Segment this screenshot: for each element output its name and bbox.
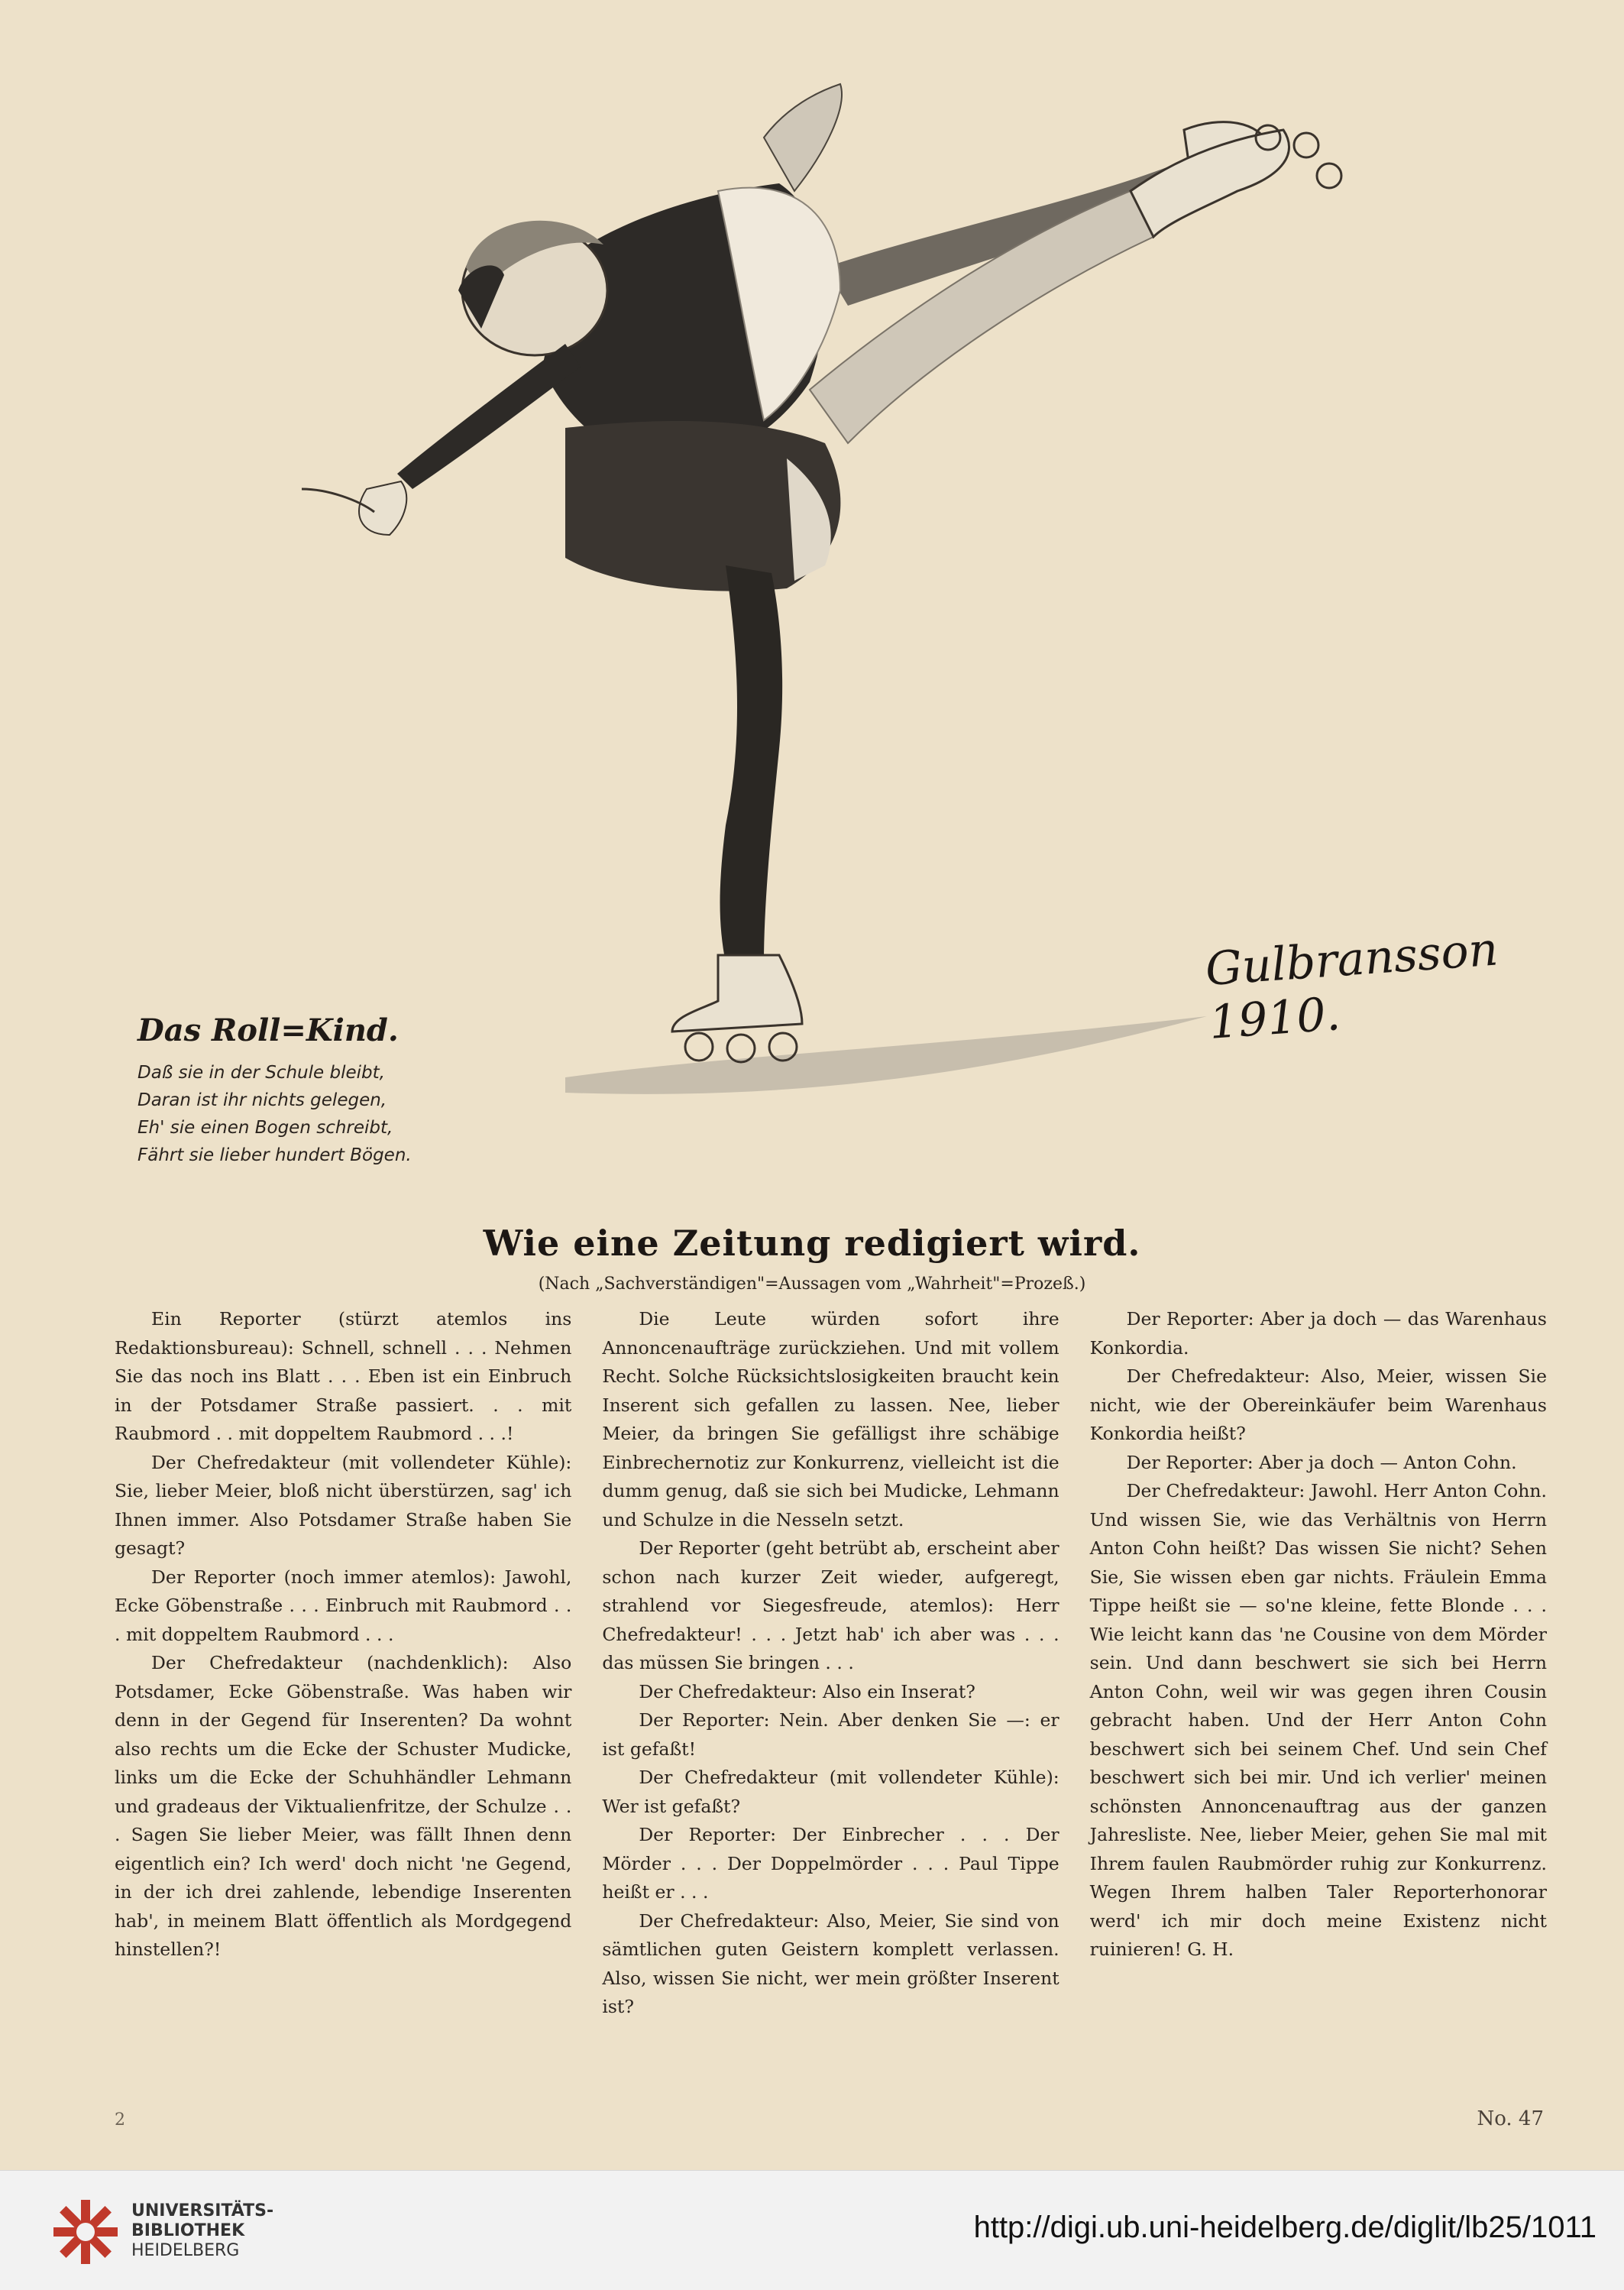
paragraph: Die Leute würden sofort ihre Annoncenaufträge zurückziehen. Und mit vollem Recht. Solche Rücksichtslosigkeiten braucht kein Inserent sich gefallen zu lassen. Nee, lieber Meier, da bringen Sie gefälligst ihre schäbige Einbrechernotiz zur Konkurrenz, vielleicht ist die dumm genug, daß sie sich bei Mudicke, Lehmann und Schulze in die Nesseln setzt. [602, 1308, 1059, 1530]
paragraph: Der Chefredakteur: Jawohl. Herr Anton Cohn. Und wissen Sie, wie das Verhältnis von Herrn Anton Cohn heißt? Das wissen Sie nicht? Sehen Sie, Sie wissen eben gar nichts. Fräulein Emma Tippe heißt sie — so'ne kleine, fette Blonde . . . Wie leicht kann das 'ne Cousine von dem Mörder sein. Und dann beschwert sie sich bei Herrn Anton Cohn, weil wir was gegen ihren Cousin gebracht haben. Und der Herr Anton Cohn beschwert sich bei seinem Chef. Und sein Chef beschwert sich bei mir. Und ich verlier' meinen schönsten Annoncenauftrag aus der ganzen Jahresliste. Nee, lieber Meier, gehen Sie mal mit Ihrem faulen Raubmörder ruhig zur Konkurrenz. Wegen Ihrem halben Taler Reporterhonorar werd' ich mir doch meine Existenz nicht ruinieren! G. H. [1089, 1480, 1547, 1960]
footer-mark: 2 [115, 2110, 125, 2130]
paragraph: Der Chefredakteur: Also ein Inserat? [639, 1680, 975, 1702]
article-subhead: (Nach „Sachverständigen"=Aussagen vom „Wahrheit"=Prozeß.) [538, 1275, 1086, 1294]
article-column-1 [115, 1305, 571, 2084]
paragraph: Der Reporter: Der Einbrecher . . . Der Mörder . . . Der Doppelmörder . . . Paul Tippe heißt er . . . [602, 1824, 1059, 1903]
artist-signature: Gulbransson 1910. [1203, 922, 1500, 1050]
article-column-3 [1090, 1305, 1547, 2084]
article-column-2 [602, 1305, 1059, 2084]
paragraph: Der Reporter (geht betrübt ab, erscheint aber schon nach kurzer Zeit wieder, aufgeregt, strahlend vor Siegesfreude, atemlos): Herr Chefredakteur! . . . Jetzt hab' ich aber was . . . das müssen Sie bringen . . . [602, 1537, 1059, 1673]
library-name: UNIVERSITÄTS- BIBLIOTHEK HEIDELBERG [131, 2201, 274, 2260]
paragraph: Der Reporter: Aber ja doch — das Warenhaus Konkordia. [1089, 1308, 1547, 1359]
paragraph: Der Chefredakteur (mit vollendeter Kühle): Wer ist gefaßt? [602, 1767, 1059, 1817]
paragraph: Der Reporter (noch immer atemlos): Jawohl, Ecke Göbenstraße . . . Einbruch mit Raubmord . . . mit doppeltem Raubmord . . . [115, 1566, 572, 1645]
paragraph: Der Chefredakteur (mit vollendeter Kühle): Sie, lieber Meier, bloß nicht überstürzen, sag' ich Ihnen immer. Also Potsdamer Straße haben Sie gesagt? [115, 1451, 572, 1559]
poem-caption [137, 1012, 565, 1169]
poem-title: Das Roll=Kind. [137, 1012, 399, 1048]
page-number: No. 47 [1477, 2107, 1544, 2130]
source-url-link[interactable]: http://digi.ub.uni-heidelberg.de/diglit/lb25/1011 [973, 2211, 1597, 2244]
library-logo-icon [53, 2200, 118, 2264]
paragraph: Der Reporter: Nein. Aber denken Sie —: er ist gefaßt! [602, 1709, 1059, 1760]
paragraph: Ein Reporter (stürzt atemlos ins Redaktionsbureau): Schnell, schnell . . . Nehmen Sie das noch ins Blatt . . . Eben ist ein Einbruch in der Potsdamer Straße passiert. . . mit Raubmord . . mit doppeltem Raubmord . . .! [115, 1308, 572, 1444]
paragraph: Der Chefredakteur (nachdenklich): Also Potsdamer, Ecke Göbenstraße. Was haben wir denn in der Gegend für Inserenten? Da wohnt also rechts um die Ecke der Schuster Mudicke, links um die Ecke der Schuhhändler Lehmann und gradeaus der Viktualienfritze, der Schulze . . . Sagen Sie lieber Meier, was fällt Ihnen denn eigentlich ein? Ich werd' doch nicht 'ne Gegend, in der ich drei zahlende, lebendige Inserenten hab', in meinem Blatt öffentlich als Mordgegend hinstellen?! [115, 1652, 572, 1960]
poem-line: Eh' sie einen Bogen schreibt, [137, 1118, 393, 1138]
article-body [115, 1305, 1547, 2084]
poem-line: Daß sie in der Schule bleibt, [137, 1063, 385, 1083]
poem-line: Fährt sie lieber hundert Bögen. [137, 1145, 412, 1165]
library-footer-bar [0, 2170, 1624, 2290]
paragraph: Der Chefredakteur: Also, Meier, Sie sind von sämtlichen guten Geistern komplett verlassen. Also, wissen Sie nicht, wer mein größter Inserent ist? [602, 1909, 1059, 2017]
paragraph: Der Reporter: Aber ja doch — Anton Cohn. [1126, 1451, 1517, 1473]
paragraph: Der Chefredakteur: Also, Meier, wissen Sie nicht, wie der Obereinkäufer beim Warenhaus Konkordia heißt? [1089, 1365, 1547, 1444]
poem-line: Daran ist ihr nichts gelegen, [137, 1090, 387, 1110]
article-headline: Wie eine Zeitung redigiert wird. [483, 1223, 1141, 1264]
